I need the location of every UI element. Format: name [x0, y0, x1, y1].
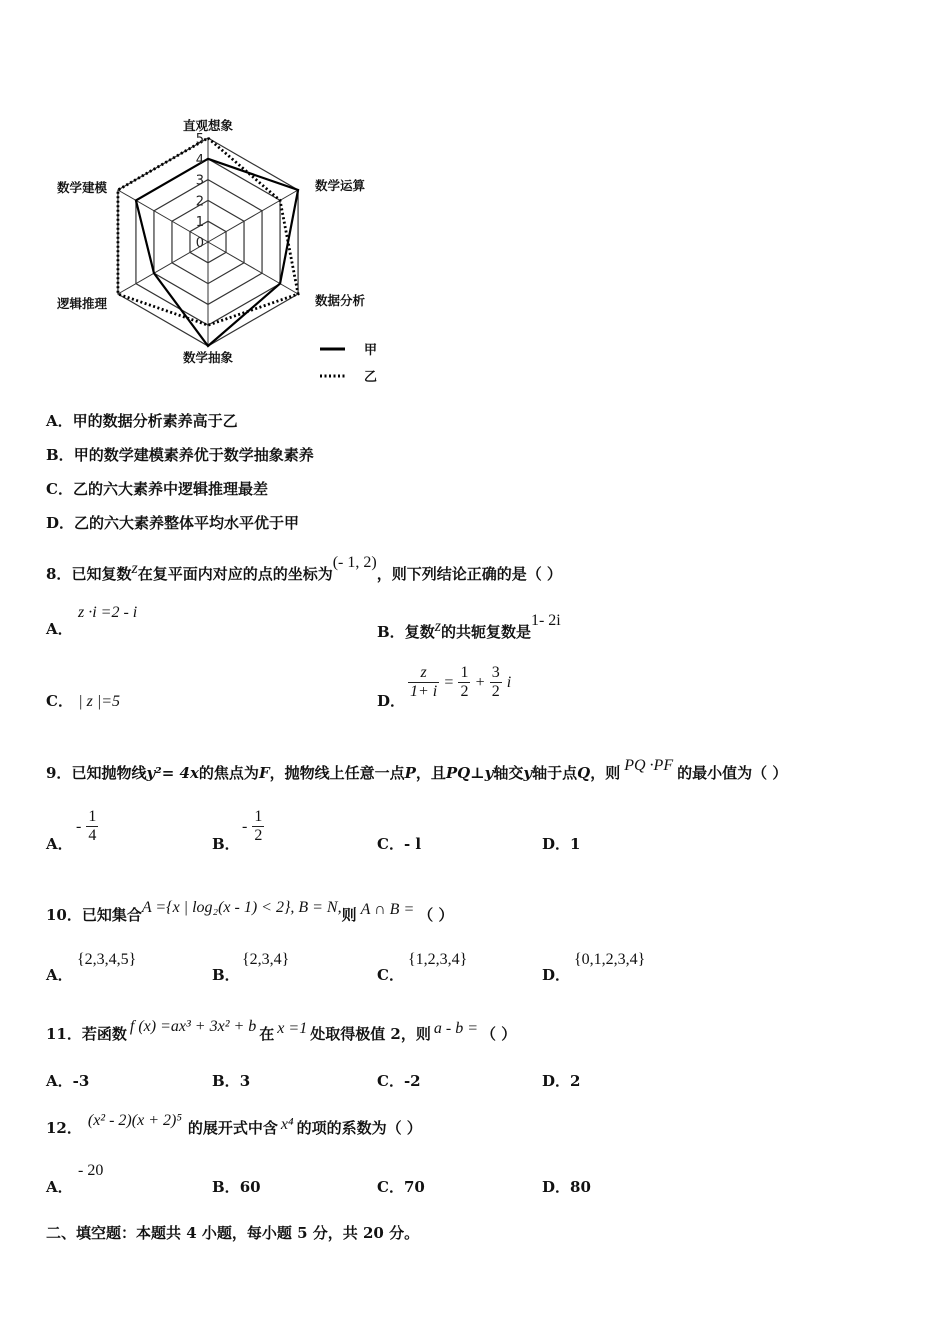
- radar-scale-label-3: 3: [195, 173, 204, 189]
- q8-stem: 8．已知复数$^z$在复平面内对应的点的坐标为(- 1, 2)，则下列结论正确的是（ ）: [46, 554, 562, 583]
- section-2-heading: 二、填空题：本题共 4 小题，每小题 5 分，共 20 分。: [46, 1224, 420, 1242]
- q10-option-c-set: {1,2,3,4}: [408, 951, 468, 968]
- radar-axis-label-2: 数学运算: [314, 178, 366, 193]
- q12-option-d: D．80: [542, 1178, 591, 1196]
- q10-option-b-set: {2,3,4}: [242, 951, 290, 968]
- q12-option-a-value: - 20: [78, 1162, 104, 1179]
- q11-option-b: B．3: [212, 1072, 251, 1090]
- q11-option-d: D．2: [542, 1072, 581, 1090]
- q10-stem: 10．已知集合A ={x | log₂(x - 1) < 2}, B = N,则 A ∩ B = （ ）: [46, 899, 454, 924]
- q12-option-b: B．60: [212, 1178, 261, 1196]
- radar-scale-label-4: 4: [195, 152, 204, 168]
- radar-axis-label-6: 数学建模: [56, 180, 108, 195]
- q7-option-b: B．甲的数学建模素养优于数学抽象素养: [46, 446, 314, 464]
- radar-scale: [196, 132, 204, 251]
- q8-option-a-math: z ·i =2 - i: [78, 604, 138, 621]
- radar-scale-label-2: 2: [195, 194, 204, 210]
- q9-option-a: A．: [46, 835, 73, 853]
- q11-stem: 11．若函数 f (x) =ax³ + 3x² + b 在 x =1 处取得极值 2，则 a - b = （ ）: [46, 1018, 517, 1043]
- radar-scale-label-0: 0: [195, 236, 204, 251]
- radar-grid: [118, 138, 298, 346]
- radar-legend: [320, 343, 377, 385]
- q12-stem: 12． (x² - 2)(x + 2)⁵ 的展开式中含 x⁴ 的项的系数为（ ）: [46, 1112, 422, 1137]
- radar-axis-label-5: 逻辑推理: [56, 296, 108, 311]
- q7-option-c: C．乙的六大素养中逻辑推理最差: [46, 480, 268, 498]
- q7-option-a: A．甲的数据分析素养高于乙: [46, 412, 238, 430]
- radar-spoke-3: [208, 242, 298, 294]
- radar-axis-label-3: 数据分析: [314, 293, 366, 308]
- q12-option-c: C．70: [377, 1178, 425, 1196]
- q10-option-d: D．: [542, 966, 571, 984]
- q10-option-d-set: {0,1,2,3,4}: [574, 951, 646, 968]
- q8-option-c: C． | z |=5: [46, 692, 121, 710]
- q9-option-d: D．1: [542, 835, 581, 853]
- radar-axis-label-1: 直观想象: [182, 118, 234, 133]
- radar-spoke-6: [118, 190, 208, 242]
- q8-option-d: D．: [377, 692, 406, 710]
- q10-option-b: B．: [212, 966, 240, 984]
- radar-axis-label-4: 数学抽象: [182, 350, 234, 365]
- q9-option-b-math: - $\frac{1}{2}$: [242, 808, 263, 844]
- q11-option-a: A．-3: [46, 1072, 90, 1090]
- legend-label-jia: 甲: [364, 343, 378, 358]
- q9-option-b: B．: [212, 835, 240, 853]
- radar-spoke-2: [208, 190, 298, 242]
- q9-option-a-math: - $\frac{1}{4}$: [76, 808, 97, 844]
- q12-option-a: A．: [46, 1178, 73, 1196]
- q9-stem: 9．已知抛物线y²= 4x的焦点为F，抛物线上任意一点P，且PQ⊥y轴交y轴于点Q，则 PQ ·PF 的最小值为（ ）: [46, 757, 788, 782]
- radar-axis-labels: [56, 118, 366, 365]
- radar-scale-label-1: 1: [195, 215, 204, 231]
- q11-option-c: C．-2: [377, 1072, 421, 1090]
- q8-option-b: B．复数$^z$的共轭复数是1- 2i: [377, 612, 561, 641]
- q8-option-a: A．: [46, 620, 73, 638]
- q10-option-a-set: {2,3,4,5}: [77, 951, 137, 968]
- q10-option-c: C．: [377, 966, 404, 984]
- q9-option-c: C．- l: [377, 835, 422, 853]
- radar-scale-label-5: 5: [195, 132, 204, 147]
- legend-label-yi: 乙: [364, 370, 378, 385]
- q8-option-d-math: $\frac{z}{1+ i}$ = $\frac{1}{2}$ + $\frac{3}{2}$ i: [410, 664, 512, 700]
- q10-option-a: A．: [46, 966, 73, 984]
- q7-option-d: D．乙的六大素养整体平均水平优于甲: [46, 514, 300, 532]
- radar-chart: [40, 110, 400, 390]
